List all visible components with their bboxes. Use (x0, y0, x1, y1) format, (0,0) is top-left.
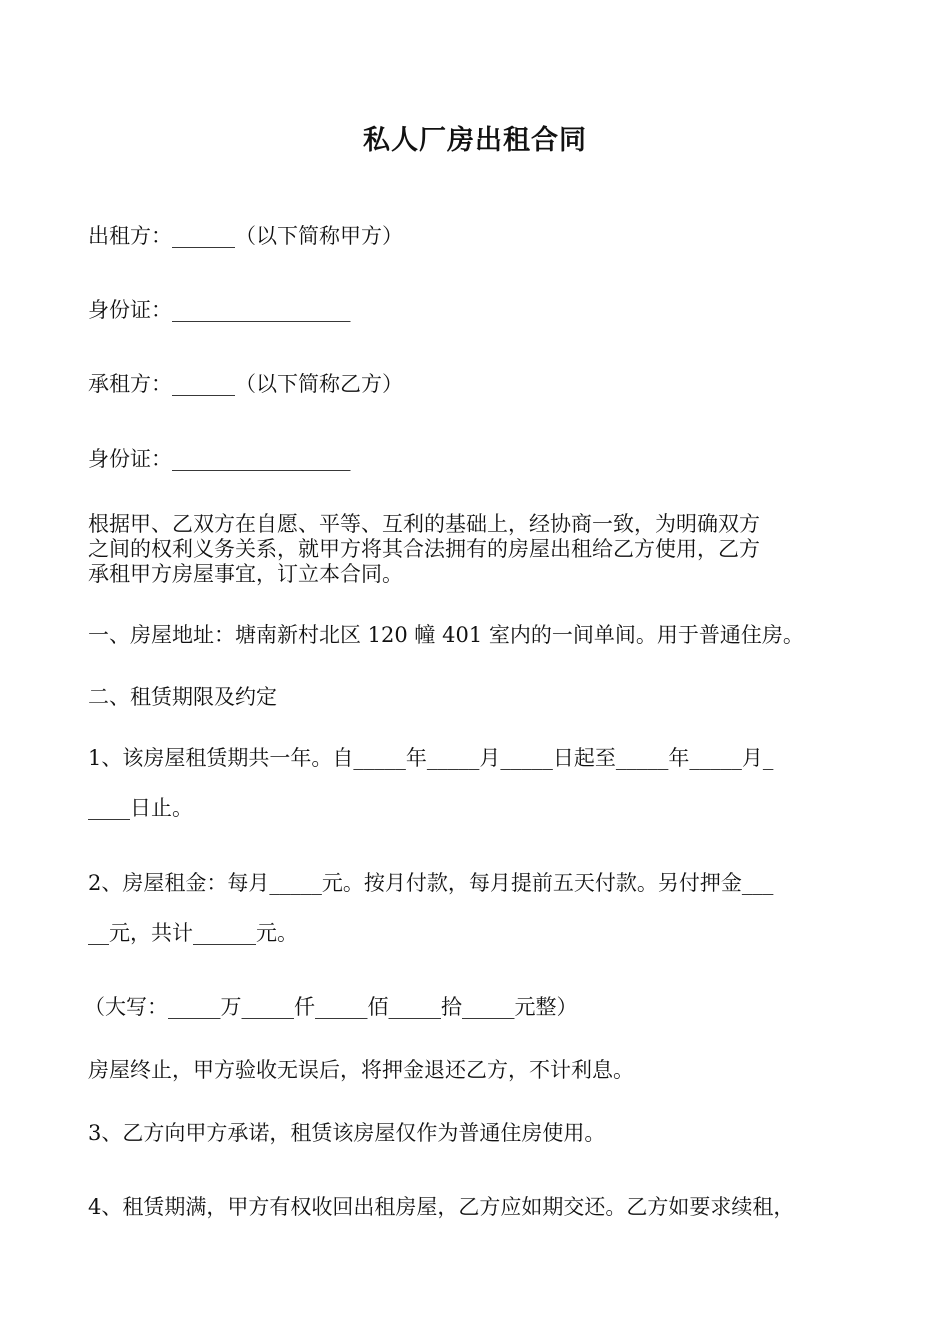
clause-house-address: 一、房屋地址：塘南新村北区 120 幢 401 室内的一间单间。用于普通住房。 (88, 623, 804, 647)
item-lease-period: 1、该房屋租赁期共一年。自_____年_____月_____日起至_____年_____月_ (88, 746, 774, 770)
preamble-line: 承租甲方房屋事宜，订立本合同。 (88, 562, 403, 586)
preamble-line: 之间的权利义务关系，就甲方将其合法拥有的房屋出租给乙方使用，乙方 (88, 537, 760, 561)
item-rent: 2、房屋租金：每月_____元。按月付款，每月提前五天付款。另付押金___ (88, 871, 774, 895)
item-rent-cont: __元，共计______元。 (88, 921, 298, 945)
capital-amount-line: （大写：_____万_____仟_____佰_____拾_____元整） (84, 995, 578, 1019)
item-lease-expiry: 4、租赁期满，甲方有权收回出租房屋，乙方应如期交还。乙方如要求续租， (88, 1195, 795, 1219)
lessee-line: 承租方：______（以下简称乙方） (88, 372, 403, 396)
lessor-line: 出租方：______（以下简称甲方） (88, 224, 403, 248)
lessor-id-line: 身份证：_________________ (88, 298, 351, 322)
deposit-return-line: 房屋终止，甲方验收无误后，将押金退还乙方，不计利息。 (88, 1058, 634, 1082)
preamble-paragraph (88, 512, 868, 587)
item-lease-period-cont: ____日止。 (88, 796, 193, 820)
preamble-line: 根据甲、乙双方在自愿、平等、互利的基础上，经协商一致，为明确双方 (88, 512, 760, 536)
document-title: 私人厂房出租合同 (363, 125, 587, 156)
clause-lease-term-heading: 二、租赁期限及约定 (88, 685, 277, 709)
item-usage-promise: 3、乙方向甲方承诺，租赁该房屋仅作为普通住房使用。 (88, 1121, 606, 1145)
lessee-id-line: 身份证：_________________ (88, 447, 351, 471)
